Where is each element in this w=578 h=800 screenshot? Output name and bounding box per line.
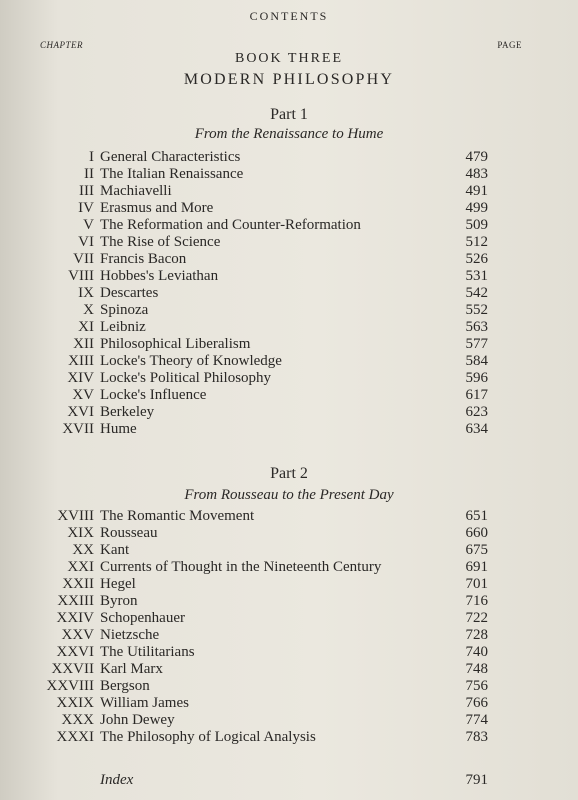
chapter-entry[interactable] <box>0 627 578 644</box>
part-2-chapter-list <box>0 508 578 746</box>
chapter-page-number: 748 <box>465 661 488 677</box>
chapter-entry[interactable] <box>0 353 578 370</box>
chapter-number: XXX <box>61 712 94 728</box>
chapter-title: The Romantic Movement <box>100 508 255 524</box>
chapter-page-number: 483 <box>465 166 488 182</box>
chapter-number: IV <box>78 200 94 216</box>
chapter-page-number: 509 <box>465 217 488 233</box>
part-1-chapter-list <box>0 149 578 438</box>
chapter-number: VI <box>78 234 94 250</box>
chapter-entry[interactable] <box>0 729 578 746</box>
chapter-title: The Rise of Science <box>100 234 221 250</box>
chapter-title: John Dewey <box>100 712 175 728</box>
chapter-entry[interactable] <box>0 268 578 285</box>
chapter-page-number: 722 <box>465 610 488 626</box>
chapter-page-number: 756 <box>465 678 488 694</box>
chapter-number: XIII <box>68 353 94 369</box>
chapter-title: Kant <box>100 542 130 558</box>
book-title: BOOK THREE <box>234 51 344 66</box>
chapter-title: The Philosophy of Logical Analysis <box>100 729 316 745</box>
chapter-number: II <box>84 166 94 182</box>
chapter-number: VIII <box>68 268 94 284</box>
chapter-page-number: 728 <box>465 627 488 643</box>
chapter-page-number: 596 <box>465 370 488 386</box>
chapter-title: Francis Bacon <box>100 251 187 267</box>
running-head: CONTENTS <box>249 9 329 23</box>
chapter-entry[interactable] <box>0 644 578 661</box>
chapter-page-number: 531 <box>465 268 488 284</box>
chapter-entry[interactable] <box>0 525 578 542</box>
chapter-page-number: 634 <box>465 421 488 437</box>
book-subtitle: MODERN PHILOSOPHY <box>183 71 395 88</box>
chapter-page-number: 563 <box>465 319 488 335</box>
chapter-page-number: 617 <box>465 387 488 403</box>
chapter-entry[interactable] <box>0 404 578 421</box>
chapter-number: XIX <box>67 525 94 541</box>
chapter-entry[interactable] <box>0 336 578 353</box>
chapter-number: XXVIII <box>46 678 94 694</box>
chapter-number: XVII <box>62 421 94 437</box>
chapter-page-number: 766 <box>465 695 488 711</box>
chapter-entry[interactable] <box>0 183 578 200</box>
chapter-entry[interactable] <box>0 234 578 251</box>
chapter-entry[interactable] <box>0 576 578 593</box>
chapter-title: Currents of Thought in the Nineteenth Century <box>100 559 382 575</box>
chapter-title: Descartes <box>100 285 159 301</box>
chapter-title: Hobbes's Leviathan <box>100 268 219 284</box>
chapter-title: The Utilitarians <box>100 644 195 660</box>
index-title: Index <box>100 772 134 788</box>
chapter-title: Philosophical Liberalism <box>100 336 251 352</box>
chapter-number: X <box>83 302 94 318</box>
chapter-page-number: 491 <box>465 183 488 199</box>
chapter-number: XXII <box>62 576 94 592</box>
page-column-label: PAGE <box>497 40 522 50</box>
chapter-number: XI <box>78 319 94 335</box>
chapter-page-number: 716 <box>465 593 488 609</box>
part-1-subtitle: From the Renaissance to Hume <box>194 126 384 142</box>
chapter-page-number: 660 <box>465 525 488 541</box>
chapter-number: IX <box>78 285 94 301</box>
chapter-number: III <box>79 183 94 199</box>
chapter-number: XXIII <box>57 593 94 609</box>
part-2-heading: Part 2 <box>270 465 308 482</box>
chapter-page-number: 623 <box>465 404 488 420</box>
chapter-page-number: 651 <box>465 508 488 524</box>
chapter-page-number: 499 <box>465 200 488 216</box>
chapter-number: I <box>89 149 94 165</box>
chapter-title: The Reformation and Counter-Reformation <box>100 217 361 233</box>
part-2-subtitle: From Rousseau to the Present Day <box>184 487 394 503</box>
chapter-number: XXI <box>67 559 94 575</box>
chapter-number: XX <box>72 542 94 558</box>
chapter-number: XXV <box>61 627 94 643</box>
chapter-page-number: 526 <box>465 251 488 267</box>
chapter-title: Erasmus and More <box>100 200 214 216</box>
chapter-page-number: 701 <box>465 576 488 592</box>
chapter-number: XXIX <box>56 695 94 711</box>
chapter-title: Hume <box>100 421 137 437</box>
chapter-title: Hegel <box>100 576 136 592</box>
chapter-number: XIV <box>67 370 94 386</box>
chapter-entry[interactable] <box>0 302 578 319</box>
chapter-entry[interactable] <box>0 508 578 525</box>
chapter-title: Locke's Theory of Knowledge <box>100 353 282 369</box>
chapter-page-number: 774 <box>465 712 488 728</box>
chapter-entry[interactable] <box>0 149 578 166</box>
chapter-page-number: 512 <box>465 234 488 250</box>
chapter-title: Nietzsche <box>100 627 160 643</box>
chapter-entry[interactable] <box>0 610 578 627</box>
chapter-number: XII <box>73 336 94 352</box>
chapter-title: Rousseau <box>100 525 158 541</box>
chapter-title: Byron <box>100 593 138 609</box>
chapter-title: Leibniz <box>100 319 146 335</box>
chapter-entry[interactable] <box>0 285 578 302</box>
chapter-number: XXVII <box>51 661 94 677</box>
chapter-entry[interactable] <box>0 200 578 217</box>
chapter-column-label: CHAPTER <box>40 40 83 50</box>
chapter-title: Machiavelli <box>100 183 172 199</box>
chapter-entry[interactable] <box>0 678 578 695</box>
chapter-number: V <box>83 217 94 233</box>
chapter-title: Schopenhauer <box>100 610 185 626</box>
chapter-page-number: 584 <box>465 353 488 369</box>
chapter-entry[interactable] <box>0 166 578 183</box>
chapter-title: Spinoza <box>100 302 149 318</box>
chapter-entry[interactable] <box>0 251 578 268</box>
chapter-entry[interactable] <box>0 370 578 387</box>
chapter-entry[interactable] <box>0 712 578 729</box>
chapter-entry[interactable] <box>0 319 578 336</box>
chapter-number: XXVI <box>56 644 94 660</box>
chapter-title: Locke's Influence <box>100 387 207 403</box>
chapter-page-number: 542 <box>465 285 488 301</box>
chapter-entry[interactable] <box>0 542 578 559</box>
chapter-title: The Italian Renaissance <box>100 166 244 182</box>
chapter-page-number: 675 <box>465 542 488 558</box>
chapter-page-number: 479 <box>465 149 488 165</box>
chapter-title: Locke's Political Philosophy <box>100 370 272 386</box>
chapter-title: General Characteristics <box>100 149 241 165</box>
chapter-number: XXIV <box>56 610 94 626</box>
chapter-title: Karl Marx <box>100 661 163 677</box>
chapter-page-number: 691 <box>465 559 488 575</box>
chapter-entry[interactable] <box>0 217 578 234</box>
index-entry[interactable] <box>0 772 578 790</box>
chapter-entry[interactable] <box>0 593 578 610</box>
chapter-number: VII <box>73 251 94 267</box>
chapter-entry[interactable] <box>0 559 578 576</box>
index-page-number: 791 <box>465 772 488 788</box>
chapter-entry[interactable] <box>0 387 578 404</box>
chapter-entry[interactable] <box>0 661 578 678</box>
chapter-number: XVI <box>67 404 94 420</box>
chapter-page-number: 740 <box>465 644 488 660</box>
chapter-title: Bergson <box>100 678 150 694</box>
chapter-title: Berkeley <box>100 404 155 420</box>
chapter-entry[interactable] <box>0 695 578 712</box>
part-1-heading: Part 1 <box>270 106 308 123</box>
chapter-number: XV <box>72 387 94 403</box>
chapter-page-number: 552 <box>465 302 488 318</box>
chapter-page-number: 577 <box>465 336 488 352</box>
chapter-page-number: 783 <box>465 729 488 745</box>
chapter-number: XVIII <box>57 508 94 524</box>
chapter-number: XXXI <box>56 729 94 745</box>
chapter-title: William James <box>100 695 189 711</box>
chapter-entry[interactable] <box>0 421 578 438</box>
